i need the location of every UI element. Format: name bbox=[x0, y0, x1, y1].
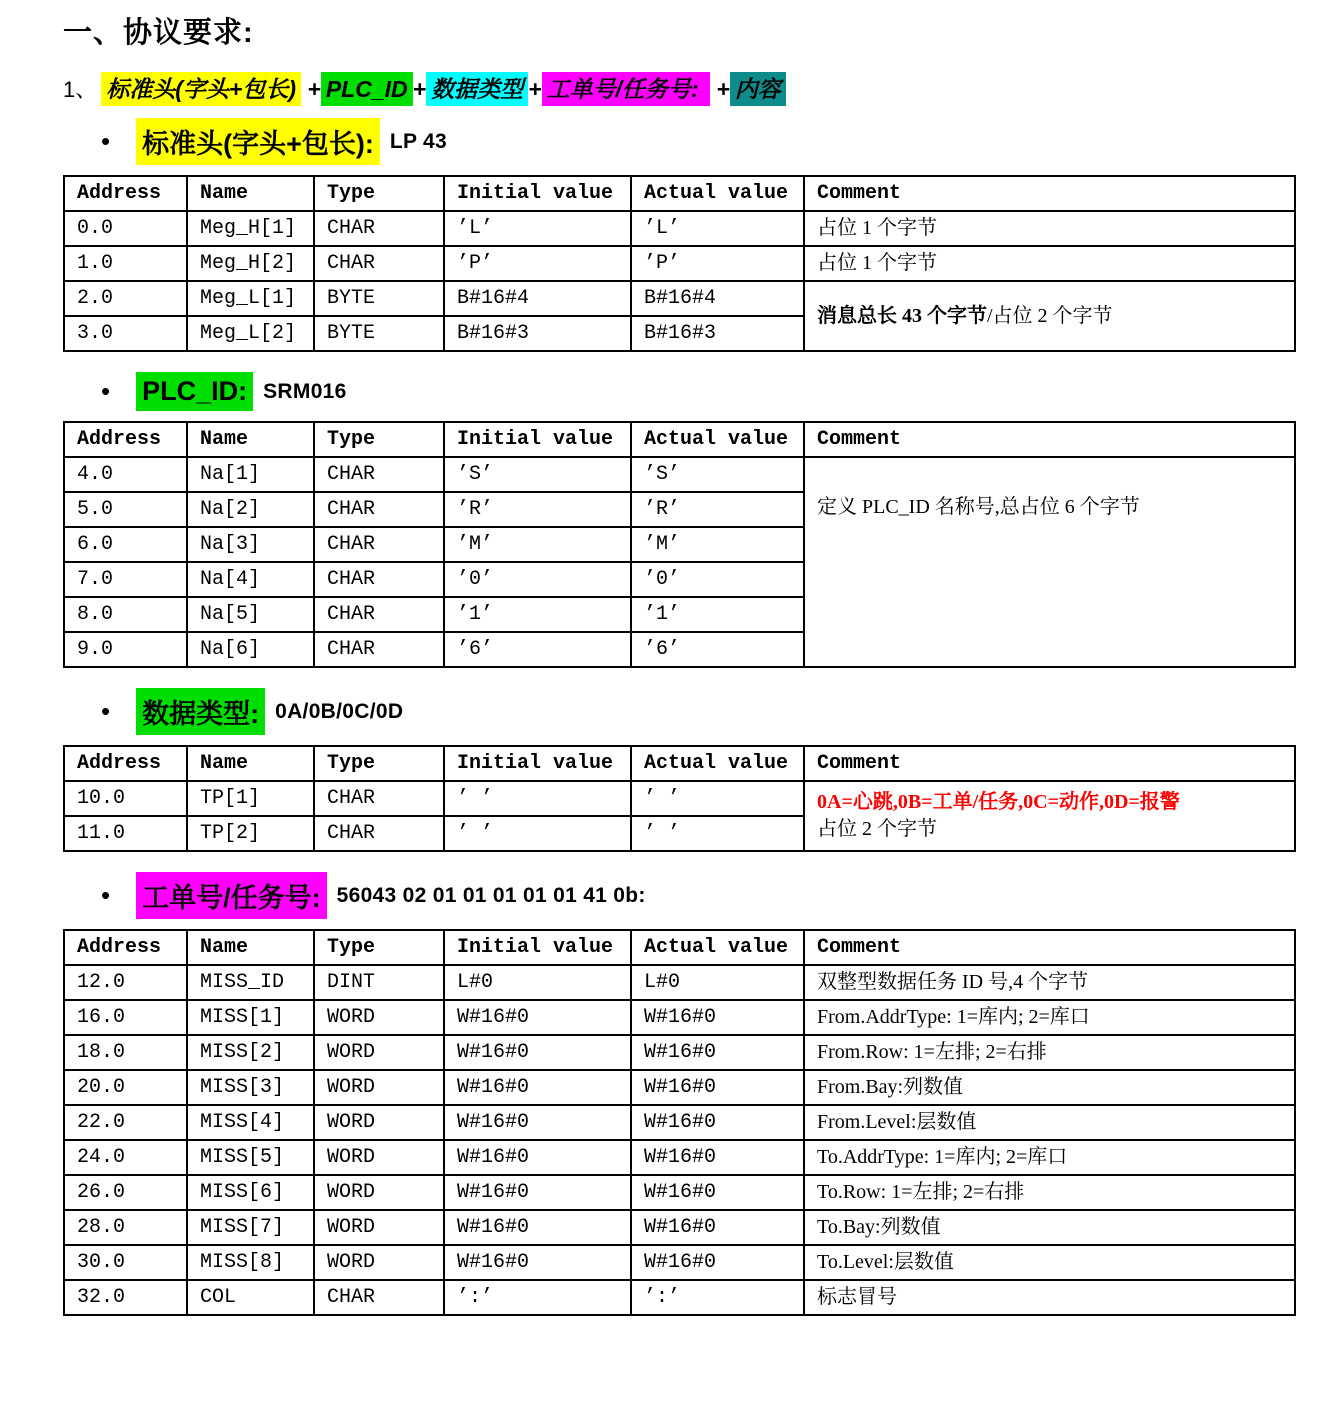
table-cell: Meg_H[2] bbox=[187, 246, 314, 281]
column-header: Initial value bbox=[444, 930, 631, 965]
comment-line bbox=[817, 1039, 1282, 1066]
comment-text: From.Row: 1=左排; 2=右排 bbox=[817, 1041, 1047, 1063]
table-cell: WORD bbox=[314, 1000, 444, 1035]
comment-text: From.Level:层数值 bbox=[817, 1111, 977, 1133]
table-cell: W#16#0 bbox=[444, 1070, 631, 1105]
comment-text: 消息总长 43 个字节 bbox=[817, 304, 987, 327]
table-cell: WORD bbox=[314, 1210, 444, 1245]
table-cell: CHAR bbox=[314, 246, 444, 281]
table-cell: MISS[7] bbox=[187, 1210, 314, 1245]
table-cell: Na[2] bbox=[187, 492, 314, 527]
table-cell: CHAR bbox=[314, 781, 444, 816]
bullet-value: 56043 02 01 01 01 01 01 41 0b: bbox=[336, 883, 646, 907]
table-cell: Na[1] bbox=[187, 457, 314, 492]
table-cell: Na[3] bbox=[187, 527, 314, 562]
table-cell: ’0’ bbox=[444, 562, 631, 597]
comment-cell bbox=[804, 281, 1295, 351]
table-cell: L#0 bbox=[444, 965, 631, 1000]
table-cell: W#16#0 bbox=[444, 1000, 631, 1035]
protocol-formula-line bbox=[63, 71, 1299, 104]
table-cell: 18.0 bbox=[64, 1035, 187, 1070]
comment-text: To.Row: 1=左排; 2=右排 bbox=[817, 1181, 1025, 1203]
comment-cell bbox=[804, 1105, 1295, 1140]
comment-line bbox=[817, 215, 1282, 242]
table-cell: WORD bbox=[314, 1140, 444, 1175]
table-cell: 32.0 bbox=[64, 1280, 187, 1315]
table-cell: 7.0 bbox=[64, 562, 187, 597]
column-header: Type bbox=[314, 930, 444, 965]
table-cell: ’ ’ bbox=[444, 781, 631, 816]
table-cell: ’6’ bbox=[444, 632, 631, 667]
column-header: Name bbox=[187, 746, 314, 781]
bullet-icon: • bbox=[101, 376, 111, 406]
table-cell: Na[5] bbox=[187, 597, 314, 632]
table-cell: W#16#0 bbox=[631, 1105, 804, 1140]
column-header: Type bbox=[314, 176, 444, 211]
table-cell: DINT bbox=[314, 965, 444, 1000]
protocol-segment-separator: + bbox=[301, 76, 321, 102]
comment-cell bbox=[804, 965, 1295, 1000]
table-cell: 22.0 bbox=[64, 1105, 187, 1140]
field-table bbox=[63, 421, 1296, 668]
table-cell: W#16#0 bbox=[631, 1070, 804, 1105]
table-cell: 3.0 bbox=[64, 316, 187, 351]
table-cell: L#0 bbox=[631, 965, 804, 1000]
table-cell: 11.0 bbox=[64, 816, 187, 851]
table-cell: Meg_L[1] bbox=[187, 281, 314, 316]
bullet-line bbox=[101, 688, 1299, 735]
bullet-value: 0A/0B/0C/0D bbox=[275, 699, 404, 723]
table-cell: CHAR bbox=[314, 457, 444, 492]
table-cell: 9.0 bbox=[64, 632, 187, 667]
table-cell: 20.0 bbox=[64, 1070, 187, 1105]
table-cell: ’L’ bbox=[631, 211, 804, 246]
protocol-segment-highlighted: 数据类型 bbox=[426, 72, 528, 106]
table-row bbox=[64, 1245, 1295, 1280]
column-header: Address bbox=[64, 746, 187, 781]
table-row bbox=[64, 246, 1295, 281]
comment-line bbox=[817, 1004, 1282, 1031]
column-header: Comment bbox=[804, 176, 1295, 211]
table-cell: ’ ’ bbox=[631, 781, 804, 816]
column-header: Initial value bbox=[444, 746, 631, 781]
column-header: Actual value bbox=[631, 930, 804, 965]
comment-cell bbox=[804, 781, 1295, 851]
comment-line bbox=[817, 816, 1282, 843]
comment-cell bbox=[804, 1070, 1295, 1105]
comment-line bbox=[817, 969, 1282, 996]
comment-line bbox=[817, 250, 1282, 277]
table-row bbox=[64, 281, 1295, 316]
comment-text: To.AddrType: 1=库内; 2=库口 bbox=[817, 1146, 1068, 1168]
table-cell: ’L’ bbox=[444, 211, 631, 246]
column-header: Comment bbox=[804, 422, 1295, 457]
table-cell: Meg_L[2] bbox=[187, 316, 314, 351]
table-cell: WORD bbox=[314, 1070, 444, 1105]
comment-line bbox=[817, 1284, 1282, 1311]
bullet-label: 标准头(字头+包长): bbox=[136, 118, 380, 165]
table-row bbox=[64, 457, 1295, 492]
table-cell: W#16#0 bbox=[444, 1140, 631, 1175]
table-cell: CHAR bbox=[314, 1280, 444, 1315]
table-cell: BYTE bbox=[314, 316, 444, 351]
table-cell: 1.0 bbox=[64, 246, 187, 281]
comment-cell bbox=[804, 246, 1295, 281]
table-cell: 10.0 bbox=[64, 781, 187, 816]
column-header: Address bbox=[64, 422, 187, 457]
column-header: Initial value bbox=[444, 176, 631, 211]
table-cell: 16.0 bbox=[64, 1000, 187, 1035]
comment-cell bbox=[804, 1210, 1295, 1245]
bullet-line bbox=[101, 372, 1299, 411]
bullet-label: 工单号/任务号: bbox=[136, 872, 327, 919]
comment-cell bbox=[804, 1280, 1295, 1315]
comment-text: 双整型数据任务 ID 号,4 个字节 bbox=[817, 971, 1089, 993]
table-row bbox=[64, 1175, 1295, 1210]
table-cell: WORD bbox=[314, 1175, 444, 1210]
table-cell: ’M’ bbox=[631, 527, 804, 562]
comment-line bbox=[817, 494, 1282, 521]
protocol-segment-highlighted: 工单号/任务号: bbox=[542, 72, 710, 106]
bullet-line bbox=[101, 118, 1299, 165]
comment-line bbox=[817, 1144, 1282, 1171]
table-cell: CHAR bbox=[314, 492, 444, 527]
protocol-segment-separator: + bbox=[528, 76, 542, 102]
comment-line bbox=[817, 1214, 1282, 1241]
protocol-segment-highlighted: 标准头(字头+包长) bbox=[101, 72, 301, 106]
comment-line bbox=[817, 1074, 1282, 1101]
comment-text: 占位 1 个字节 bbox=[817, 217, 937, 239]
table-cell: B#16#3 bbox=[444, 316, 631, 351]
column-header: Name bbox=[187, 930, 314, 965]
protocol-section bbox=[63, 872, 1299, 1316]
table-cell: BYTE bbox=[314, 281, 444, 316]
table-cell: 0.0 bbox=[64, 211, 187, 246]
table-cell: B#16#4 bbox=[444, 281, 631, 316]
comment-text: To.Level:层数值 bbox=[817, 1251, 954, 1273]
protocol-section bbox=[63, 118, 1299, 352]
table-row bbox=[64, 1210, 1295, 1245]
table-cell: WORD bbox=[314, 1035, 444, 1070]
table-cell: ’S’ bbox=[631, 457, 804, 492]
table-cell: 26.0 bbox=[64, 1175, 187, 1210]
table-cell: Na[6] bbox=[187, 632, 314, 667]
table-row bbox=[64, 1280, 1295, 1315]
table-cell: CHAR bbox=[314, 816, 444, 851]
table-cell: B#16#3 bbox=[631, 316, 804, 351]
protocol-segment-highlighted: PLC_ID bbox=[321, 72, 413, 106]
table-cell: MISS[5] bbox=[187, 1140, 314, 1175]
table-cell: ’S’ bbox=[444, 457, 631, 492]
column-header: Comment bbox=[804, 746, 1295, 781]
protocol-section bbox=[63, 372, 1299, 668]
table-cell: MISS[6] bbox=[187, 1175, 314, 1210]
protocol-segment-highlighted: 内容 bbox=[730, 72, 786, 106]
comment-cell bbox=[804, 1140, 1295, 1175]
table-cell: MISS[8] bbox=[187, 1245, 314, 1280]
table-header-row bbox=[64, 746, 1295, 781]
column-header: Name bbox=[187, 176, 314, 211]
column-header: Address bbox=[64, 176, 187, 211]
field-table bbox=[63, 175, 1296, 352]
table-cell: MISS[4] bbox=[187, 1105, 314, 1140]
table-cell: W#16#0 bbox=[444, 1210, 631, 1245]
column-header: Actual value bbox=[631, 176, 804, 211]
column-header: Actual value bbox=[631, 746, 804, 781]
table-cell: W#16#0 bbox=[631, 1140, 804, 1175]
table-cell: W#16#0 bbox=[444, 1035, 631, 1070]
comment-cell bbox=[804, 1175, 1295, 1210]
comment-cell bbox=[804, 1035, 1295, 1070]
column-header: Name bbox=[187, 422, 314, 457]
column-header: Type bbox=[314, 422, 444, 457]
list-number: 1、 bbox=[63, 77, 98, 102]
table-cell: MISS_ID bbox=[187, 965, 314, 1000]
table-cell: CHAR bbox=[314, 632, 444, 667]
table-cell: CHAR bbox=[314, 527, 444, 562]
column-header: Type bbox=[314, 746, 444, 781]
table-row bbox=[64, 211, 1295, 246]
table-row bbox=[64, 1140, 1295, 1175]
table-cell: ’P’ bbox=[444, 246, 631, 281]
page-title: 一、协议要求: bbox=[63, 17, 254, 49]
protocol-segments bbox=[101, 72, 786, 106]
comment-line bbox=[817, 789, 1282, 816]
table-cell: 5.0 bbox=[64, 492, 187, 527]
comment-text: From.AddrType: 1=库内; 2=库口 bbox=[817, 1006, 1090, 1028]
bullet-label: 数据类型: bbox=[136, 688, 265, 735]
protocol-segment-separator: + bbox=[412, 76, 427, 102]
table-cell: WORD bbox=[314, 1245, 444, 1280]
comment-cell bbox=[804, 1245, 1295, 1280]
bullet-line bbox=[101, 872, 1299, 919]
table-row bbox=[64, 1035, 1295, 1070]
table-cell: ’:’ bbox=[631, 1280, 804, 1315]
table-cell: MISS[1] bbox=[187, 1000, 314, 1035]
table-cell: CHAR bbox=[314, 211, 444, 246]
comment-text: 定义 PLC_ID 名称号,总占位 6 个字节 bbox=[817, 496, 1140, 518]
bullet-label: PLC_ID: bbox=[136, 372, 253, 411]
comment-text: /占位 2 个字节 bbox=[987, 304, 1113, 327]
table-cell: 30.0 bbox=[64, 1245, 187, 1280]
table-cell: ’1’ bbox=[444, 597, 631, 632]
table-cell: TP[2] bbox=[187, 816, 314, 851]
column-header: Initial value bbox=[444, 422, 631, 457]
table-cell: TP[1] bbox=[187, 781, 314, 816]
table-cell: W#16#0 bbox=[631, 1175, 804, 1210]
comment-text: 占位 2 个字节 bbox=[817, 818, 937, 840]
field-table bbox=[63, 929, 1296, 1316]
bullet-icon: • bbox=[101, 880, 111, 910]
table-cell: 4.0 bbox=[64, 457, 187, 492]
table-cell: 2.0 bbox=[64, 281, 187, 316]
table-cell: ’1’ bbox=[631, 597, 804, 632]
table-cell: WORD bbox=[314, 1105, 444, 1140]
table-cell: 6.0 bbox=[64, 527, 187, 562]
comment-line bbox=[817, 1109, 1282, 1136]
table-cell: ’ ’ bbox=[631, 816, 804, 851]
table-cell: 28.0 bbox=[64, 1210, 187, 1245]
table-cell: Meg_H[1] bbox=[187, 211, 314, 246]
table-cell: W#16#0 bbox=[631, 1245, 804, 1280]
table-cell: ’:’ bbox=[444, 1280, 631, 1315]
table-cell: W#16#0 bbox=[444, 1245, 631, 1280]
table-cell: ’0’ bbox=[631, 562, 804, 597]
bullet-icon: • bbox=[101, 696, 111, 726]
table-cell: ’ ’ bbox=[444, 816, 631, 851]
table-row bbox=[64, 1070, 1295, 1105]
column-header: Actual value bbox=[631, 422, 804, 457]
table-cell: COL bbox=[187, 1280, 314, 1315]
bullet-value: LP 43 bbox=[389, 129, 448, 153]
comment-cell bbox=[804, 1000, 1295, 1035]
bullet-icon: • bbox=[101, 126, 111, 156]
table-cell: MISS[2] bbox=[187, 1035, 314, 1070]
table-cell: 12.0 bbox=[64, 965, 187, 1000]
protocol-sections bbox=[63, 118, 1299, 1316]
table-cell: ’R’ bbox=[444, 492, 631, 527]
bullet-value: SRM016 bbox=[263, 379, 347, 403]
comment-text: 占位 1 个字节 bbox=[817, 252, 937, 274]
table-cell: W#16#0 bbox=[631, 1000, 804, 1035]
protocol-section bbox=[63, 688, 1299, 852]
comment-cell bbox=[804, 211, 1295, 246]
comment-line bbox=[817, 1179, 1282, 1206]
table-cell: 24.0 bbox=[64, 1140, 187, 1175]
table-header-row bbox=[64, 176, 1295, 211]
table-cell: CHAR bbox=[314, 597, 444, 632]
comment-text: 标志冒号 bbox=[817, 1286, 897, 1308]
table-cell: W#16#0 bbox=[444, 1105, 631, 1140]
comment-line bbox=[817, 1249, 1282, 1276]
comment-text: 0A=心跳,0B=工单/任务,0C=动作,0D=报警 bbox=[817, 791, 1180, 813]
protocol-segment-separator: + bbox=[709, 76, 730, 102]
table-cell: ’6’ bbox=[631, 632, 804, 667]
table-row bbox=[64, 965, 1295, 1000]
comment-line bbox=[817, 303, 1282, 330]
table-header-row bbox=[64, 422, 1295, 457]
table-cell: W#16#0 bbox=[444, 1175, 631, 1210]
table-row bbox=[64, 1105, 1295, 1140]
table-cell: 8.0 bbox=[64, 597, 187, 632]
comment-cell bbox=[804, 457, 1295, 667]
table-row bbox=[64, 1000, 1295, 1035]
field-table bbox=[63, 745, 1296, 852]
comment-text: From.Bay:列数值 bbox=[817, 1076, 964, 1098]
table-header-row bbox=[64, 930, 1295, 965]
table-cell: W#16#0 bbox=[631, 1035, 804, 1070]
table-cell: B#16#4 bbox=[631, 281, 804, 316]
comment-text: To.Bay:列数值 bbox=[817, 1216, 941, 1238]
table-cell: W#16#0 bbox=[631, 1210, 804, 1245]
table-cell: CHAR bbox=[314, 562, 444, 597]
table-cell: MISS[3] bbox=[187, 1070, 314, 1105]
table-cell: ’R’ bbox=[631, 492, 804, 527]
table-cell: ’M’ bbox=[444, 527, 631, 562]
table-cell: ’P’ bbox=[631, 246, 804, 281]
table-cell: Na[4] bbox=[187, 562, 314, 597]
table-row bbox=[64, 781, 1295, 816]
column-header: Comment bbox=[804, 930, 1295, 965]
column-header: Address bbox=[64, 930, 187, 965]
